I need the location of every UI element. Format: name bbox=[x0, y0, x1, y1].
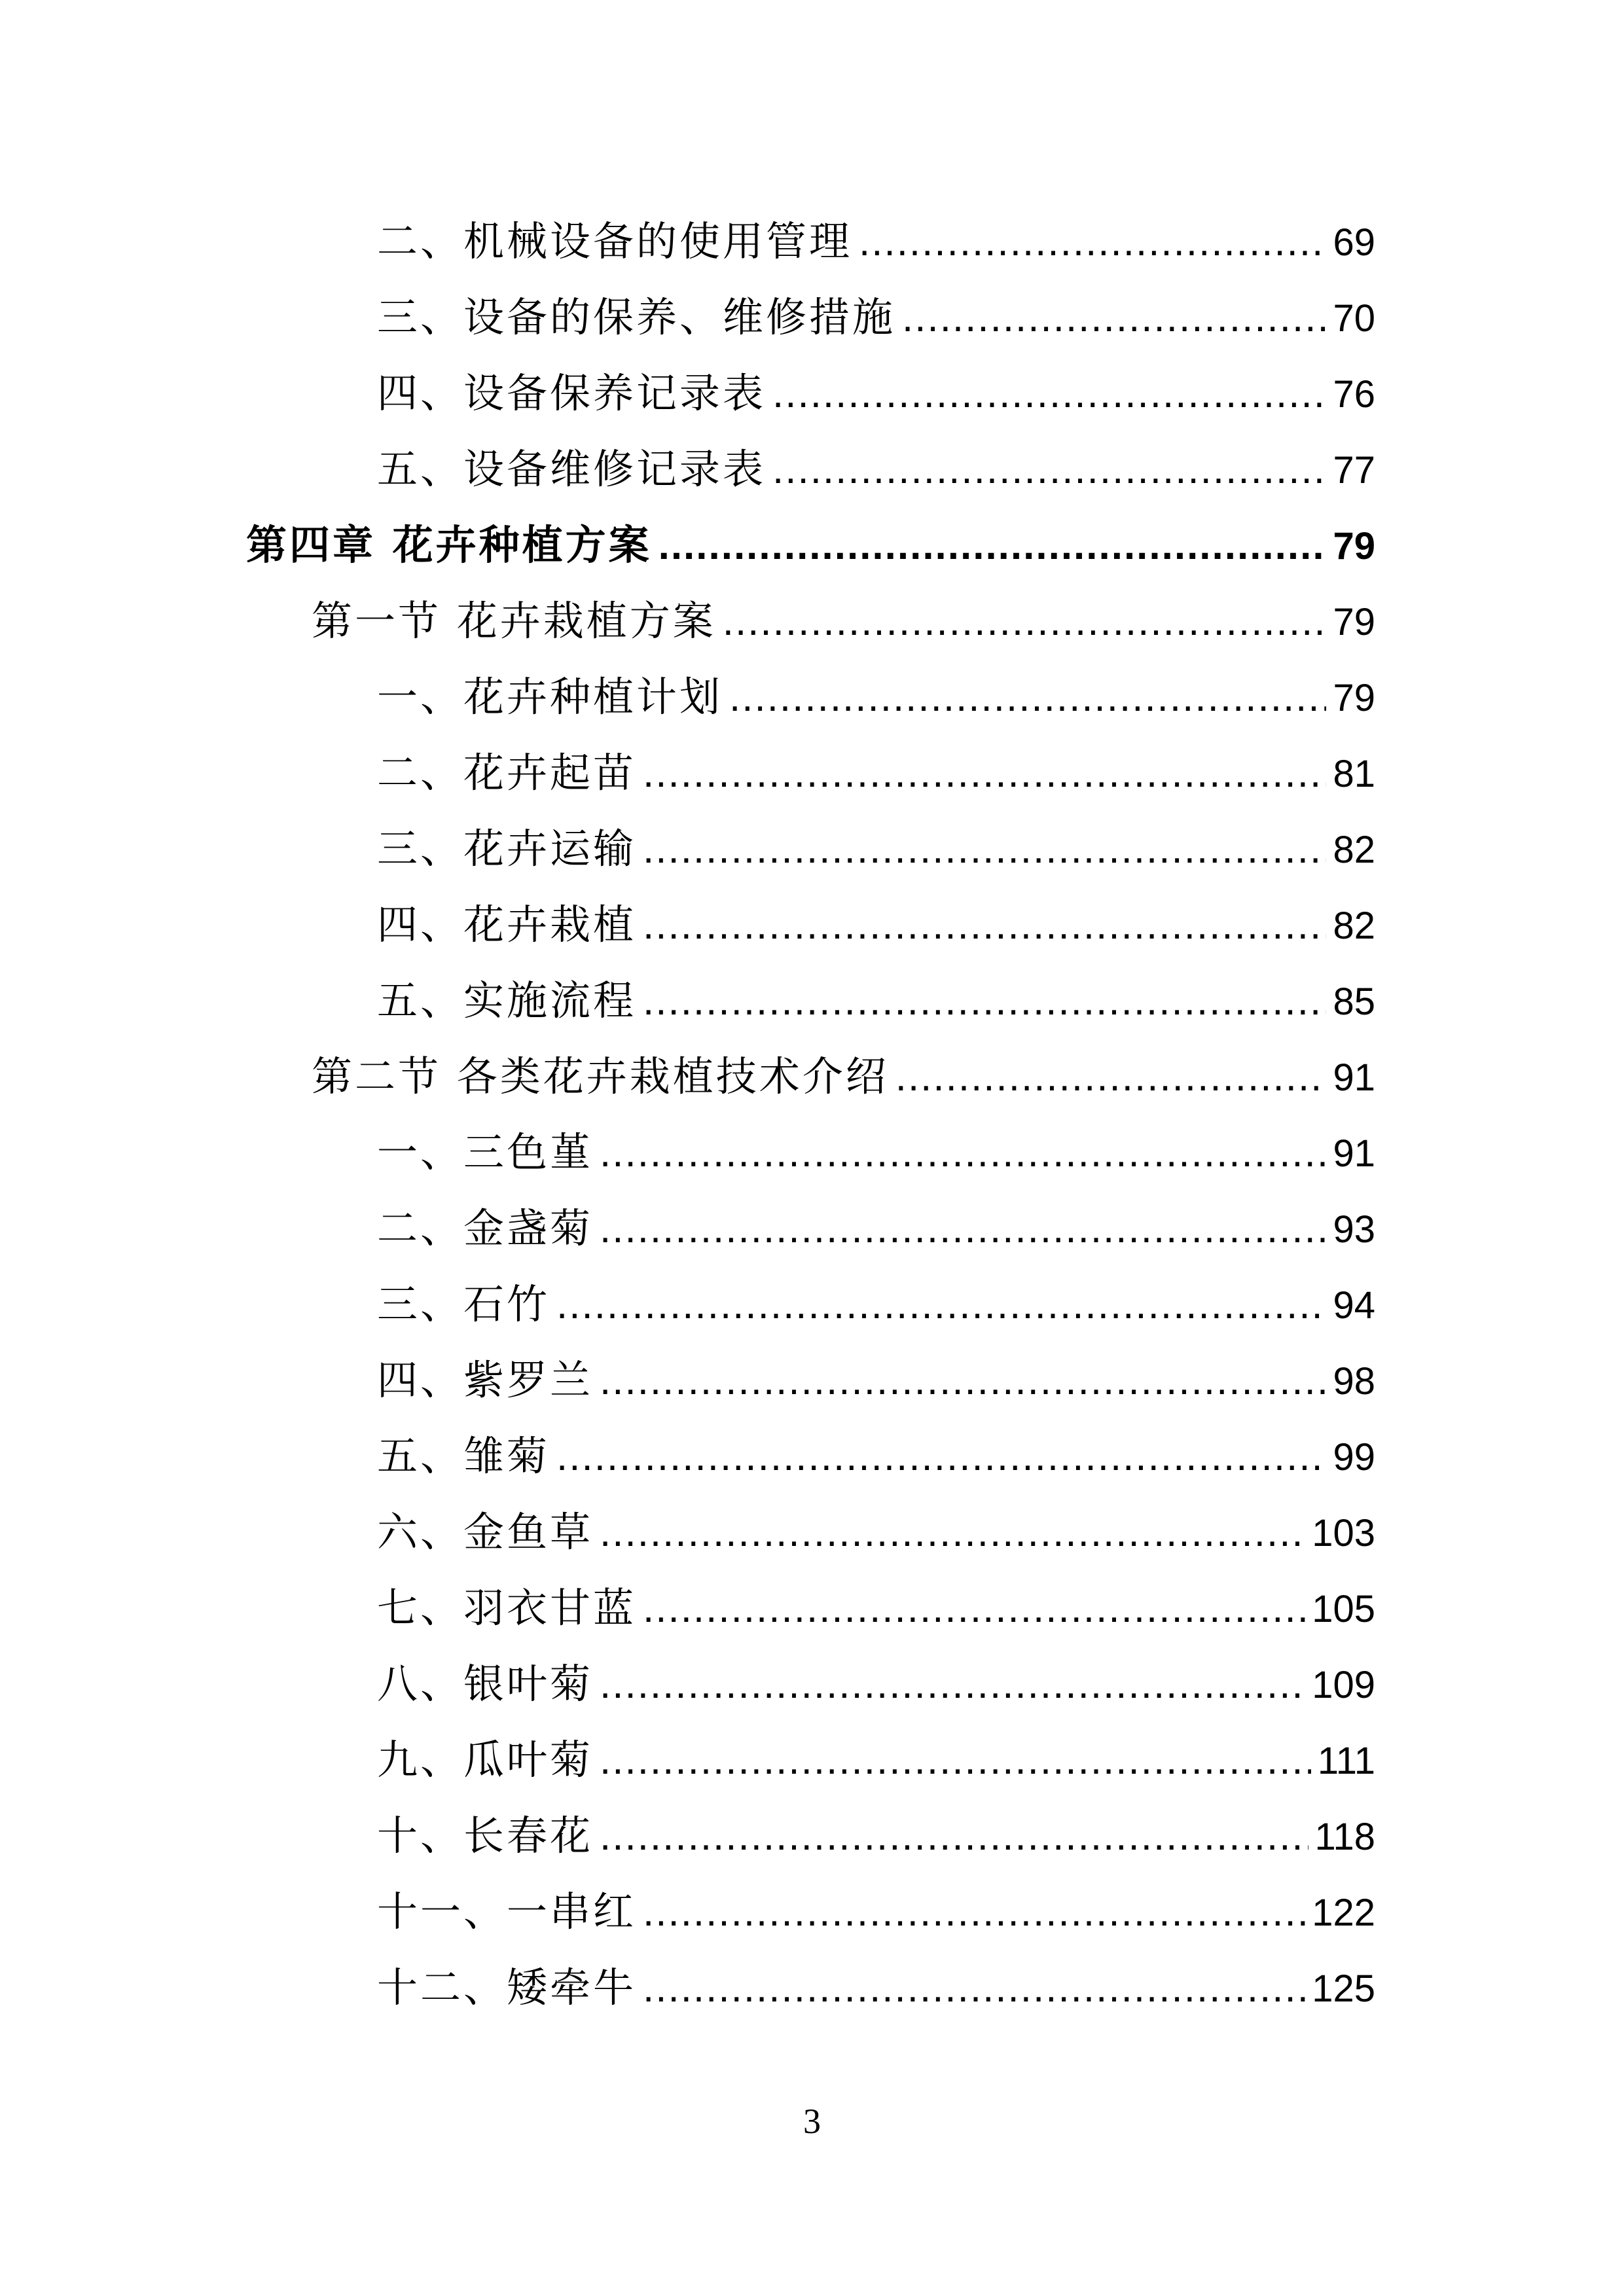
toc-entry[interactable] bbox=[377, 1418, 1375, 1494]
toc-entry-page: 99 bbox=[1333, 1436, 1375, 1479]
toc-chapter-entry[interactable] bbox=[246, 507, 1375, 583]
toc-entry-page: 103 bbox=[1312, 1512, 1375, 1554]
toc-entry-page: 122 bbox=[1312, 1892, 1375, 1934]
toc-entry-label: 五、设备维修记录表 bbox=[377, 445, 767, 493]
toc-entry-label: 九、瓜叶菊 bbox=[377, 1736, 594, 1784]
toc-entry-label: 十一、一串红 bbox=[377, 1888, 637, 1935]
toc-leader-dots bbox=[643, 1950, 1305, 2026]
toc-leader-dots bbox=[600, 1115, 1326, 1191]
toc-entry-page: 93 bbox=[1333, 1208, 1375, 1251]
toc-entry-page: 69 bbox=[1333, 221, 1375, 264]
toc-leader-dots bbox=[659, 508, 1327, 584]
toc-entry-page: 79 bbox=[1333, 525, 1375, 567]
toc-entry-page: 98 bbox=[1333, 1360, 1375, 1403]
toc-leader-dots bbox=[643, 1874, 1305, 1950]
toc-entry-label: 六、金鱼草 bbox=[377, 1508, 594, 1556]
toc-entry[interactable] bbox=[377, 1342, 1375, 1418]
toc-entry[interactable] bbox=[377, 1950, 1375, 2026]
toc-entry-label: 三、石竹 bbox=[377, 1280, 550, 1328]
toc-entry-label: 四、紫罗兰 bbox=[377, 1356, 594, 1404]
toc-entry-page: 94 bbox=[1333, 1284, 1375, 1327]
toc-entry[interactable] bbox=[377, 355, 1375, 431]
toc-entry-label: 一、三色堇 bbox=[377, 1128, 594, 1176]
toc-entry[interactable] bbox=[377, 735, 1375, 811]
toc-entry[interactable] bbox=[377, 1115, 1375, 1191]
toc-entry[interactable] bbox=[377, 659, 1375, 735]
toc-leader-dots bbox=[643, 963, 1326, 1039]
toc-entry-page: 82 bbox=[1333, 905, 1375, 947]
toc-entry[interactable] bbox=[377, 204, 1375, 279]
toc-leader-dots bbox=[600, 1343, 1326, 1419]
toc-entry[interactable] bbox=[377, 1570, 1375, 1646]
toc-entry-label: 五、实施流程 bbox=[377, 977, 637, 1024]
toc-leader-dots bbox=[600, 1799, 1308, 1874]
toc-entry-label: 第二节 各类花卉栽植技术介绍 bbox=[312, 1052, 889, 1100]
toc-leader-dots bbox=[772, 356, 1326, 432]
toc-entry-label: 七、羽衣甘蓝 bbox=[377, 1584, 637, 1632]
toc-entry-label: 四、花卉栽植 bbox=[377, 901, 637, 948]
toc-entry[interactable] bbox=[377, 811, 1375, 887]
toc-leader-dots bbox=[600, 1723, 1311, 1799]
toc-entry-page: 85 bbox=[1333, 980, 1375, 1023]
toc-entry-page: 91 bbox=[1333, 1056, 1375, 1099]
toc-entry-label: 五、雏菊 bbox=[377, 1432, 550, 1480]
toc-entry-label: 二、机械设备的使用管理 bbox=[377, 217, 853, 265]
toc-entry[interactable] bbox=[377, 1798, 1375, 1874]
toc-entry-label: 十、长春花 bbox=[377, 1812, 594, 1859]
toc-entry-page: 82 bbox=[1333, 829, 1375, 871]
toc-entry-page: 81 bbox=[1333, 753, 1375, 795]
toc-entry[interactable] bbox=[377, 1494, 1375, 1570]
toc-entry-label: 二、金盏菊 bbox=[377, 1204, 594, 1252]
toc-leader-dots bbox=[772, 432, 1326, 508]
toc-leader-dots bbox=[600, 1191, 1326, 1267]
toc-leader-dots bbox=[643, 812, 1326, 888]
toc-entry[interactable] bbox=[377, 1874, 1375, 1950]
toc-section-entry[interactable] bbox=[312, 1039, 1375, 1115]
toc-section-entry[interactable] bbox=[312, 583, 1375, 659]
toc-leader-dots bbox=[895, 1039, 1327, 1115]
toc-entry-label: 三、设备的保养、维修措施 bbox=[377, 293, 896, 341]
toc-leader-dots bbox=[859, 204, 1326, 280]
toc-entry-label: 三、花卉运输 bbox=[377, 825, 637, 872]
page-number: 3 bbox=[803, 2102, 821, 2141]
toc-entry-page: 77 bbox=[1333, 449, 1375, 492]
toc-leader-dots bbox=[729, 660, 1326, 736]
toc-entry[interactable] bbox=[377, 1646, 1375, 1722]
toc-leader-dots bbox=[643, 1571, 1305, 1647]
toc-entry-page: 91 bbox=[1333, 1132, 1375, 1175]
toc-entry-label: 八、银叶菊 bbox=[377, 1660, 594, 1708]
toc-entry-label: 二、花卉起苗 bbox=[377, 749, 637, 797]
toc-entry-page: 118 bbox=[1314, 1816, 1375, 1858]
toc-entry[interactable] bbox=[377, 1722, 1375, 1798]
toc-leader-dots bbox=[723, 584, 1327, 660]
toc-entry-label: 十二、矮牵牛 bbox=[377, 1964, 637, 2011]
toc-entry-label: 一、花卉种植计划 bbox=[377, 673, 723, 721]
toc-leader-dots bbox=[600, 1647, 1305, 1723]
toc-entry[interactable] bbox=[377, 963, 1375, 1039]
toc-entry-label: 四、设备保养记录表 bbox=[377, 369, 767, 417]
toc-entry-label: 第四章 花卉种植方案 bbox=[246, 521, 652, 569]
toc-entry[interactable] bbox=[377, 279, 1375, 355]
toc-leader-dots bbox=[643, 736, 1326, 812]
toc-entry-page: 105 bbox=[1312, 1588, 1375, 1630]
toc-leader-dots bbox=[643, 888, 1326, 963]
toc-leader-dots bbox=[556, 1419, 1326, 1495]
toc-entry[interactable] bbox=[377, 431, 1375, 507]
toc-entry[interactable] bbox=[377, 887, 1375, 963]
toc-entry-page: 109 bbox=[1312, 1664, 1375, 1706]
toc-entry-page: 79 bbox=[1333, 601, 1375, 643]
toc-entry-label: 第一节 花卉栽植方案 bbox=[312, 597, 716, 645]
toc-entry-page: 76 bbox=[1333, 373, 1375, 416]
toc-entry-page: 125 bbox=[1312, 1967, 1375, 2010]
toc-leader-dots bbox=[556, 1267, 1326, 1343]
toc-entry-page: 111 bbox=[1317, 1740, 1375, 1782]
toc-entry[interactable] bbox=[377, 1191, 1375, 1266]
toc-leader-dots bbox=[902, 280, 1326, 356]
toc-entry-page: 70 bbox=[1333, 297, 1375, 340]
toc-entry-page: 79 bbox=[1333, 677, 1375, 719]
toc-leader-dots bbox=[600, 1495, 1305, 1571]
toc-entry[interactable] bbox=[377, 1266, 1375, 1342]
